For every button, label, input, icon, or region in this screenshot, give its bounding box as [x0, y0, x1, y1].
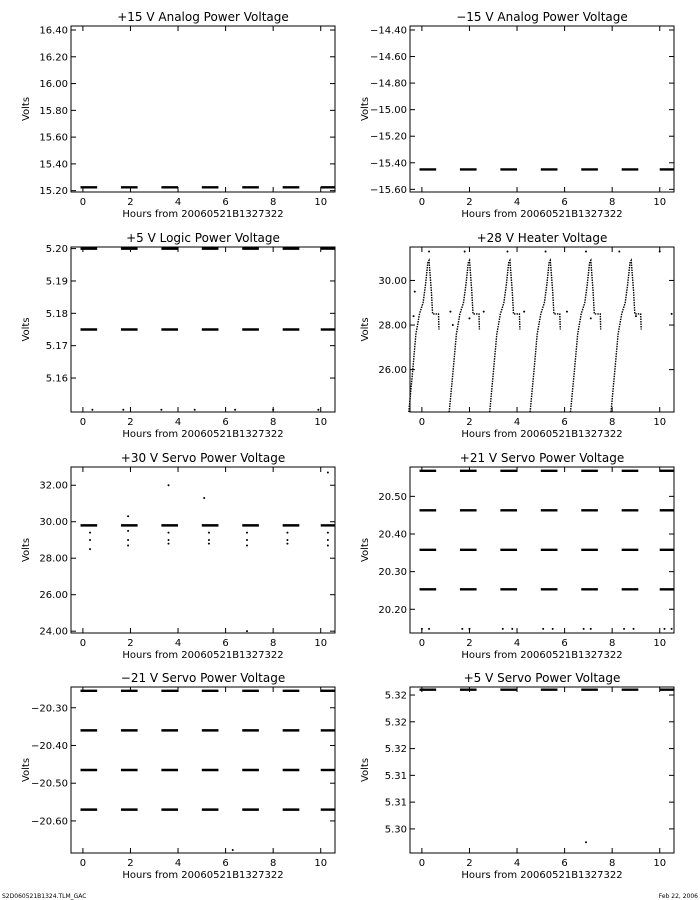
x-tick-label: 0	[79, 197, 87, 208]
data-point	[91, 409, 93, 411]
data-point	[286, 543, 288, 545]
x-tick-label: 0	[79, 858, 87, 869]
x-tick-label: 0	[79, 638, 87, 649]
data-point	[327, 532, 329, 534]
x-tick-label: 10	[314, 417, 328, 428]
x-axis-label: Hours from 20060521B1327322	[461, 870, 623, 881]
data-point	[671, 313, 673, 315]
data-point	[507, 250, 509, 252]
y-tick-label: 20.50	[378, 491, 407, 503]
data-point	[468, 628, 470, 630]
chart-panel-5	[21, 451, 335, 661]
data-point	[286, 539, 288, 541]
chart-title: +5 V Servo Power Voltage	[463, 671, 621, 685]
chart-panel-2	[360, 10, 674, 220]
y-tick-label: 16.20	[39, 52, 68, 64]
chart-title: −15 V Analog Power Voltage	[456, 10, 628, 24]
y-tick-label: 30.00	[39, 517, 68, 529]
chart-panel-7	[21, 671, 335, 881]
data-point	[194, 409, 196, 411]
plot-frame	[71, 26, 335, 192]
x-tick-label: 10	[653, 197, 667, 208]
y-tick-label: 5.30	[384, 824, 407, 836]
x-tick-label: 0	[79, 417, 87, 428]
x-tick-label: 10	[314, 858, 328, 869]
data-point	[208, 532, 210, 534]
x-tick-label: 4	[174, 638, 182, 649]
y-axis-label: Volts	[21, 757, 32, 783]
y-tick-label: 5.32	[384, 717, 407, 729]
data-point	[160, 409, 162, 411]
y-tick-label: −15.40	[369, 158, 407, 170]
data-point	[246, 544, 248, 546]
y-tick-label: −15.00	[369, 105, 407, 117]
y-tick-label: −20.60	[30, 816, 68, 828]
y-tick-label: 20.30	[378, 567, 407, 579]
x-tick-label: 6	[561, 858, 568, 869]
data-point	[232, 849, 234, 851]
x-tick-label: 4	[513, 417, 521, 428]
y-tick-label: 5.16	[45, 373, 68, 385]
heater-cycle-line	[571, 260, 601, 412]
x-tick-label: 0	[418, 197, 426, 208]
x-tick-label: 10	[653, 417, 667, 428]
chart-panel-3	[21, 231, 335, 440]
data-point	[127, 544, 129, 546]
x-tick-label: 6	[222, 638, 229, 649]
plot-frame	[410, 26, 674, 192]
y-tick-label: −14.40	[369, 25, 407, 37]
heater-cycle-line	[490, 260, 520, 412]
data-point	[246, 539, 248, 541]
x-tick-label: 2	[466, 197, 473, 208]
y-tick-label: 5.18	[45, 308, 68, 320]
data-point	[168, 539, 170, 541]
y-tick-label: 26.00	[378, 365, 407, 377]
x-tick-label: 4	[174, 858, 182, 869]
y-tick-label: 5.19	[45, 276, 68, 288]
data-point	[89, 532, 91, 534]
x-tick-label: 2	[466, 638, 473, 649]
chart-panel-1	[21, 10, 335, 220]
y-tick-label: 15.20	[39, 186, 68, 198]
chart-panel-4	[360, 231, 674, 440]
x-tick-label: 6	[561, 417, 568, 428]
chart-title: −21 V Servo Power Voltage	[120, 671, 286, 685]
y-tick-label: −14.60	[369, 52, 407, 64]
y-tick-label: 26.00	[39, 590, 68, 602]
y-tick-label: −20.40	[30, 740, 68, 752]
x-axis-label: Hours from 20060521B1327322	[461, 429, 623, 440]
data-point	[272, 409, 274, 411]
y-tick-label: 20.40	[378, 529, 407, 541]
x-tick-label: 2	[127, 417, 134, 428]
y-tick-label: 5.17	[45, 341, 68, 353]
y-tick-label: −15.20	[369, 131, 407, 143]
x-tick-label: 0	[418, 638, 426, 649]
x-tick-label: 8	[608, 638, 616, 649]
heater-cycle-line	[449, 260, 479, 412]
chart-title: +15 V Analog Power Voltage	[117, 10, 289, 24]
y-axis-label: Volts	[360, 317, 371, 342]
y-tick-label: 20.20	[378, 604, 407, 616]
data-point	[246, 532, 248, 534]
data-point	[327, 471, 329, 473]
data-point	[414, 291, 416, 293]
y-tick-label: −20.50	[30, 778, 68, 790]
y-tick-label: −15.60	[369, 184, 407, 196]
data-point	[421, 628, 423, 630]
y-tick-label: 15.60	[39, 132, 68, 144]
chart-title: +28 V Heater Voltage	[476, 231, 608, 245]
data-point	[449, 311, 451, 313]
chart-panel-8	[360, 671, 674, 881]
x-tick-label: 4	[513, 858, 521, 869]
data-point	[468, 317, 470, 319]
data-point	[590, 317, 592, 319]
y-tick-label: 24.00	[39, 626, 68, 638]
y-tick-label: 16.00	[39, 79, 68, 91]
data-point	[623, 628, 625, 630]
data-point	[168, 484, 170, 486]
x-tick-label: 2	[127, 638, 134, 649]
y-tick-label: 15.40	[39, 159, 68, 171]
y-axis-label: Volts	[360, 537, 371, 563]
x-axis-label: Hours from 20060521B1327322	[122, 209, 284, 220]
x-tick-label: 4	[174, 417, 182, 428]
data-point	[89, 539, 91, 541]
y-tick-label: 5.20	[45, 244, 68, 256]
x-tick-label: 8	[269, 197, 277, 208]
data-point	[502, 628, 504, 630]
data-point	[127, 515, 129, 517]
x-axis-label: Hours from 20060521B1327322	[122, 870, 284, 881]
y-tick-label: 5.32	[384, 744, 407, 756]
data-point	[127, 530, 129, 532]
data-point	[659, 250, 661, 252]
plot-frame	[71, 467, 335, 633]
x-tick-label: 4	[513, 197, 521, 208]
data-point	[461, 628, 463, 630]
x-tick-label: 10	[314, 197, 328, 208]
data-point	[552, 628, 554, 630]
data-point	[452, 324, 454, 326]
x-tick-label: 6	[222, 197, 229, 208]
data-point	[542, 628, 544, 630]
data-point	[585, 250, 587, 252]
x-tick-label: 6	[222, 417, 229, 428]
data-point	[122, 409, 124, 411]
x-axis-label: Hours from 20060521B1327322	[461, 209, 623, 220]
data-point	[168, 543, 170, 545]
x-tick-label: 2	[466, 858, 473, 869]
heater-cycle-line	[611, 260, 641, 412]
x-axis-label: Hours from 20060521B1327322	[122, 650, 284, 661]
data-point	[413, 315, 415, 317]
y-axis-label: Volts	[21, 317, 32, 342]
data-point	[545, 250, 547, 252]
data-point	[203, 497, 205, 499]
data-point	[127, 539, 129, 541]
data-point	[523, 311, 525, 313]
data-point	[464, 250, 466, 252]
y-tick-label: 30.00	[378, 275, 407, 287]
data-point	[208, 543, 210, 545]
data-point	[585, 841, 587, 843]
y-tick-label: 32.00	[39, 480, 68, 492]
data-point	[635, 315, 637, 317]
x-tick-label: 8	[608, 417, 616, 428]
y-tick-label: 28.00	[378, 320, 407, 332]
data-point	[511, 628, 513, 630]
x-tick-label: 2	[127, 197, 134, 208]
data-point	[327, 544, 329, 546]
x-tick-label: 8	[608, 858, 616, 869]
x-tick-label: 10	[314, 638, 328, 649]
data-point	[89, 548, 91, 550]
x-tick-label: 6	[222, 858, 229, 869]
data-point	[428, 250, 430, 252]
x-tick-label: 8	[269, 417, 277, 428]
x-tick-label: 6	[561, 197, 568, 208]
y-tick-label: 28.00	[39, 553, 68, 565]
data-point	[168, 532, 170, 534]
chart-title: +5 V Logic Power Voltage	[126, 231, 280, 245]
y-tick-label: 16.40	[39, 25, 68, 37]
plot-frame	[410, 247, 674, 412]
data-point	[317, 409, 319, 411]
y-axis-label: Volts	[360, 96, 371, 122]
x-tick-label: 4	[174, 197, 182, 208]
x-axis-label: Hours from 20060521B1327322	[122, 429, 284, 440]
chart-panel-6	[360, 451, 674, 661]
chart-title: +30 V Servo Power Voltage	[120, 451, 286, 465]
chart-title: +21 V Servo Power Voltage	[459, 451, 625, 465]
data-point	[663, 628, 665, 630]
y-tick-label: 5.31	[384, 797, 407, 809]
heater-cycle-line	[409, 260, 439, 412]
y-tick-label: 5.32	[384, 690, 407, 702]
y-axis-label: Volts	[360, 757, 371, 783]
x-tick-label: 4	[513, 638, 521, 649]
x-tick-label: 10	[653, 858, 667, 869]
footer-file-label: S2D060521B1324.TLM_GAC	[2, 893, 87, 900]
data-point	[286, 532, 288, 534]
y-axis-label: Volts	[21, 96, 32, 122]
x-tick-label: 8	[269, 638, 277, 649]
data-point	[566, 311, 568, 313]
y-tick-label: −20.30	[30, 703, 68, 715]
x-tick-label: 0	[418, 858, 426, 869]
data-point	[671, 628, 673, 630]
data-point	[234, 409, 236, 411]
data-point	[246, 630, 248, 632]
x-tick-label: 2	[466, 417, 473, 428]
y-tick-label: 15.80	[39, 105, 68, 117]
footer-date-label: Feb 22, 2006	[658, 893, 698, 900]
y-tick-label: 5.31	[384, 770, 407, 782]
data-point	[483, 311, 485, 313]
x-tick-label: 2	[127, 858, 134, 869]
plot-frame	[410, 687, 674, 853]
x-axis-label: Hours from 20060521B1327322	[461, 650, 623, 661]
data-point	[583, 628, 585, 630]
y-tick-label: −14.80	[369, 78, 407, 90]
data-point	[327, 539, 329, 541]
x-tick-label: 8	[608, 197, 616, 208]
data-point	[208, 539, 210, 541]
x-tick-label: 8	[269, 858, 277, 869]
heater-cycle-line	[530, 260, 560, 412]
data-point	[590, 628, 592, 630]
data-point	[428, 628, 430, 630]
x-tick-label: 6	[561, 638, 568, 649]
data-point	[633, 628, 635, 630]
data-point	[618, 250, 620, 252]
x-tick-label: 10	[653, 638, 667, 649]
y-axis-label: Volts	[21, 537, 32, 563]
x-tick-label: 0	[418, 417, 426, 428]
